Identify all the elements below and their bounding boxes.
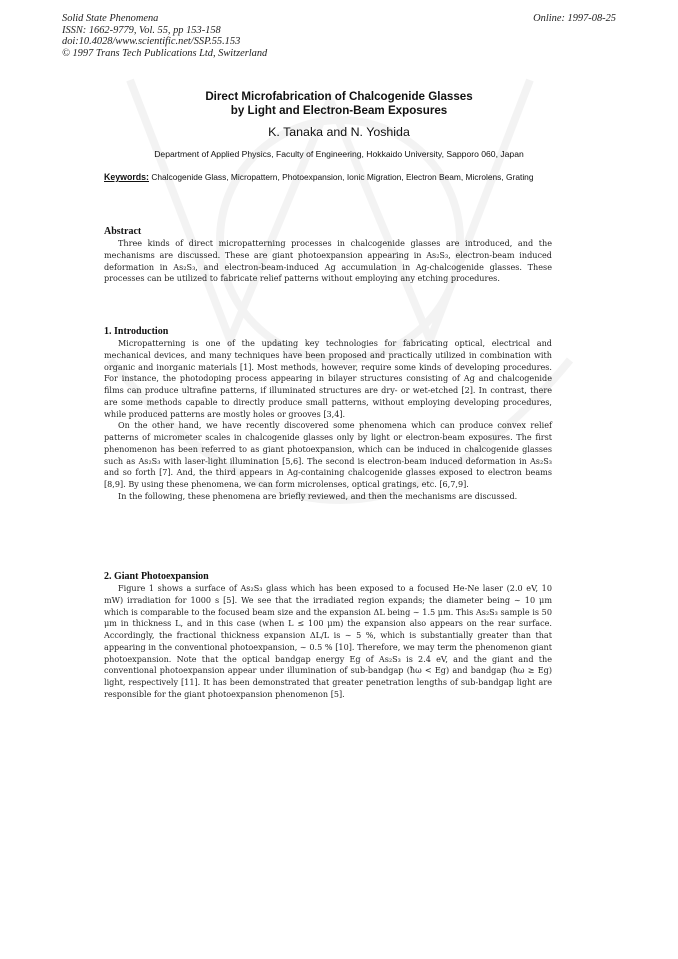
- keywords-label: Keywords:: [104, 172, 149, 182]
- doi-line: doi:10.4028/www.scientific.net/SSP.55.153: [62, 36, 241, 48]
- abstract-section: [104, 226, 552, 285]
- giant-photoexpansion-heading: 2. Giant Photoexpansion: [104, 571, 209, 582]
- giant-photoexpansion-section: [104, 571, 552, 701]
- introduction-heading: 1. Introduction: [104, 326, 169, 337]
- affiliation: Department of Applied Physics, Faculty of Engineering, Hokkaido University, Sapporo 060, Japan: [154, 149, 524, 159]
- intro-paragraph-1: Micropatterning is one of the updating key technologies for fabricating optical, electrical and mechanical devices, and many techniques have been proposed and practically utilized in combination with organic and inorganic materials [1]. Most methods, however, require some kinds of developing procedures. For instance, the photodoping process appearing in bilayer structures consisting of Ag and chalcogenide films can produce ultrafine patterns, if illuminated structures are dry- or wet-etched [2]. In contrast, there are some methods capable to directly produce small patterns, without employing developing procedures, while produced patterns are mostly holes or grooves [3,4].: [104, 338, 552, 419]
- introduction-section: [104, 326, 552, 503]
- keywords: [104, 172, 552, 183]
- intro-paragraph-3: In the following, these phenomena are briefly reviewed, and then the mechanisms are discussed.: [118, 490, 518, 501]
- journal-header: [62, 13, 267, 59]
- online-date: Online: 1997-08-25: [533, 13, 616, 24]
- authors: K. Tanaka and N. Yoshida: [268, 125, 410, 139]
- intro-paragraph-2: On the other hand, we have recently discovered some phenomena which can produce convex relief patterns of micrometer scales in chalcogenide glasses only by light or electron-beam exposures. The first phenomenon has been referred to as giant photoexpansion, which can be induced in chalcogenide glasses such as As₂S₃ with laser-light illumination [5,6]. The second is electron-beam induced deformation in As₂S₃ and so forth [7]. And, the third appears in Ag-containing chalcogenide glasses exposed to electron beams [8,9]. By using these phenomena, we can form microlenses, optical gratings, etc. [6,7,9].: [104, 420, 552, 489]
- title-line-1: Direct Microfabrication of Chalcogenide Glasses: [205, 90, 473, 103]
- journal-name: Solid State Phenomena: [62, 13, 159, 24]
- title-line-2: by Light and Electron-Beam Exposures: [230, 103, 448, 117]
- abstract-text: Three kinds of direct micropatterning processes in chalcogenide glasses are introduced, and the mechanisms are discussed. These are giant photoexpansion appearing in As₂S₃, electron-beam induced deformation in As₂S₃, and electron-beam-induced Ag accumulation in Ag-chalcogenide glasses. These processes can be utilized to fabricate relief patterns without employing any etching procedures.: [104, 238, 552, 284]
- copyright-line: © 1997 Trans Tech Publications Ltd, Switzerland: [62, 47, 268, 59]
- paper-title: [0, 90, 678, 117]
- giant-photoexpansion-text: Figure 1 shows a surface of As₂S₃ glass which has been exposed to a focused He-Ne laser (2.0 eV, 10 mW) irradiation for 1000 s [5]. We see that the irradiated region expands; the diameter being ∼ 10 μm which is comparable to the focused beam size and the expansion ΔL being ∼ 1.5 μm. This As₂S₃ sample is 50 μm in thickness L, and in this case (when L ≤ 100 μm) the expansion also appears on the rear surface. Accordingly, the fractional thickness expansion ΔL/L is ∼ 5 %, which is substantially greater than that appearing in the conventional photoexpansion, ∼ 0.5 % [10]. Therefore, we may term the phenomenon giant photoexpansion. Note that the optical bandgap energy Eg of As₂S₃ is 2.4 eV, and the giant and the conventional photoexpansion appear under illumination of sub-bandgap (ħω < Eg) and bandgap (ħω ≥ Eg) light, respectively [11]. It has been demonstrated that greater penetration lengths of sub-bandgap light are responsible for the giant photoexpansion phenomenon [5].: [104, 583, 552, 699]
- keywords-text: Chalcogenide Glass, Micropattern, Photoexpansion, Ionic Migration, Electron Beam, Microlens, Grating: [151, 172, 534, 182]
- issn-line: ISSN: 1662-9779, Vol. 55, pp 153-158: [62, 24, 221, 36]
- abstract-heading: Abstract: [104, 226, 142, 237]
